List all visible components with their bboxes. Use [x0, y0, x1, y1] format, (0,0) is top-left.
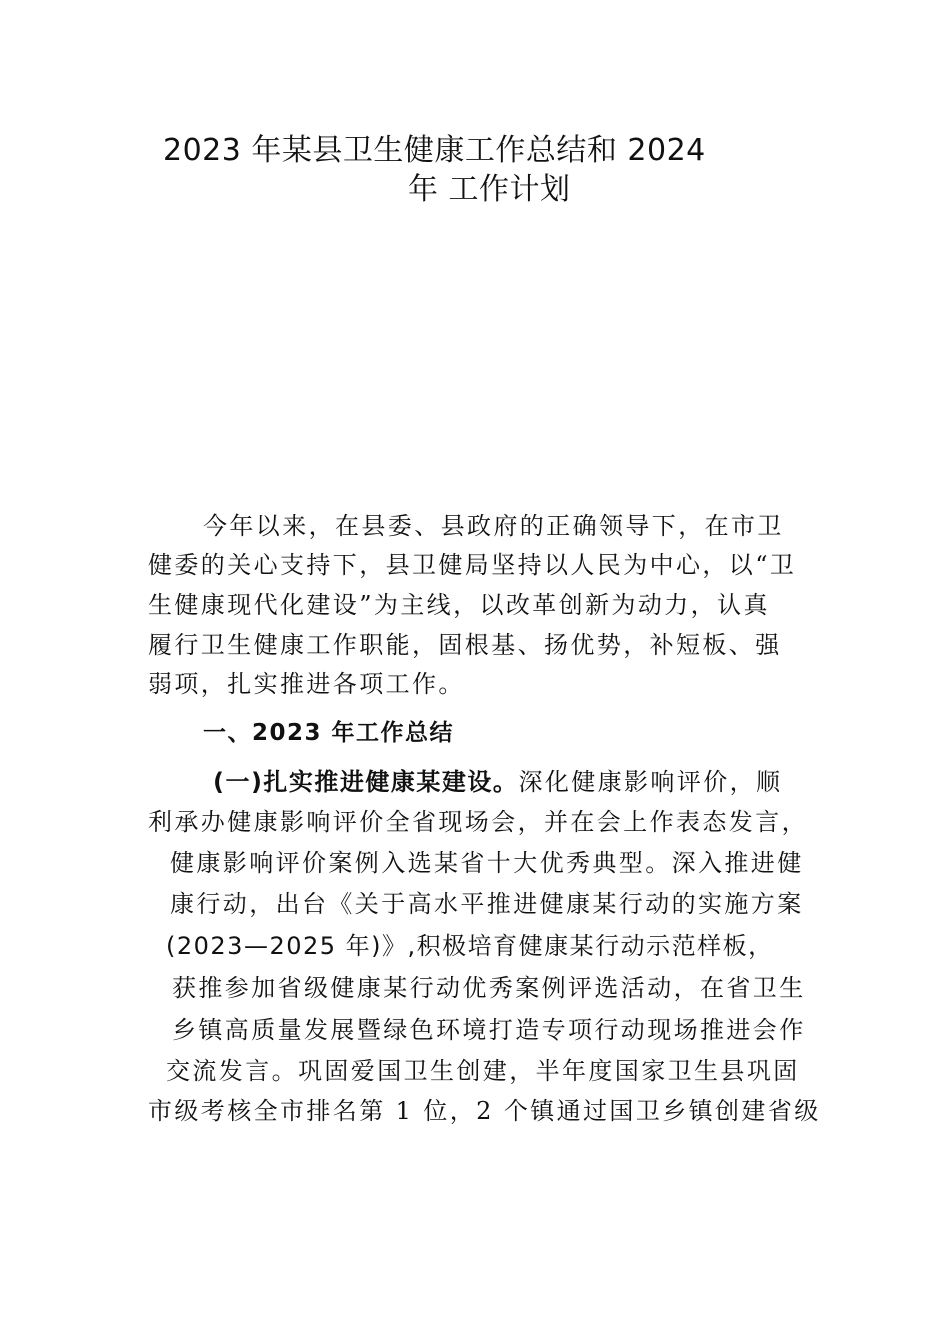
subsection-1-line-6: 获推参加省级健康某行动优秀案例评选活动，在省卫生 — [172, 974, 806, 1002]
subsection-1-line-7: 乡镇高质量发展暨绿色环境打造专项行动现场推进会作 — [172, 1016, 806, 1044]
intro-line-5: 弱项，扎实推进各项工作。 — [148, 670, 465, 698]
document-title-line-2: 年 工作计划 — [408, 172, 571, 207]
subsection-1-line-8: 交流发言。巩固爱国卫生创建，半年度国家卫生县巩固 — [166, 1057, 800, 1085]
intro-line-2: 健委的关心支持下，县卫健局坚持以人民为中心，以“卫 — [148, 551, 797, 579]
subsection-1-first-line — [213, 762, 782, 797]
subsection-1-line-2: 利承办健康影响评价全省现场会，并在会上作表态发言， — [148, 808, 808, 836]
intro-line-4: 履行卫生健康工作职能，固根基、扬优势，补短板、强 — [148, 631, 782, 659]
intro-line-3: 生健康现代化建设”为主线，以改革创新为动力，认真 — [148, 591, 770, 619]
subsection-1-first-line-text: 深化健康影响评价，顺 — [518, 768, 783, 796]
subsection-1-line-4: 康行动，出台《关于高水平推进健康某行动的实施方案 — [170, 890, 804, 918]
subsection-1-line-5: (2023—2025 年)》,积极培育健康某行动示范样板， — [166, 932, 774, 960]
document-title-line-1: 2023 年某县卫生健康工作总结和 2024 — [163, 133, 706, 168]
intro-line-1: 今年以来，在县委、县政府的正确领导下，在市卫 — [203, 512, 784, 540]
section-heading-summary: 一、2023 年工作总结 — [203, 720, 455, 746]
subsection-1-line-9: 市级考核全市排名第 1 位，2 个镇通过国卫乡镇创建省级 — [148, 1097, 821, 1125]
subsection-1-heading: (一)扎实推进健康某建设。 — [213, 768, 519, 796]
subsection-1-line-3: 健康影响评价案例入选某省十大优秀典型。深入推进健 — [170, 849, 804, 877]
